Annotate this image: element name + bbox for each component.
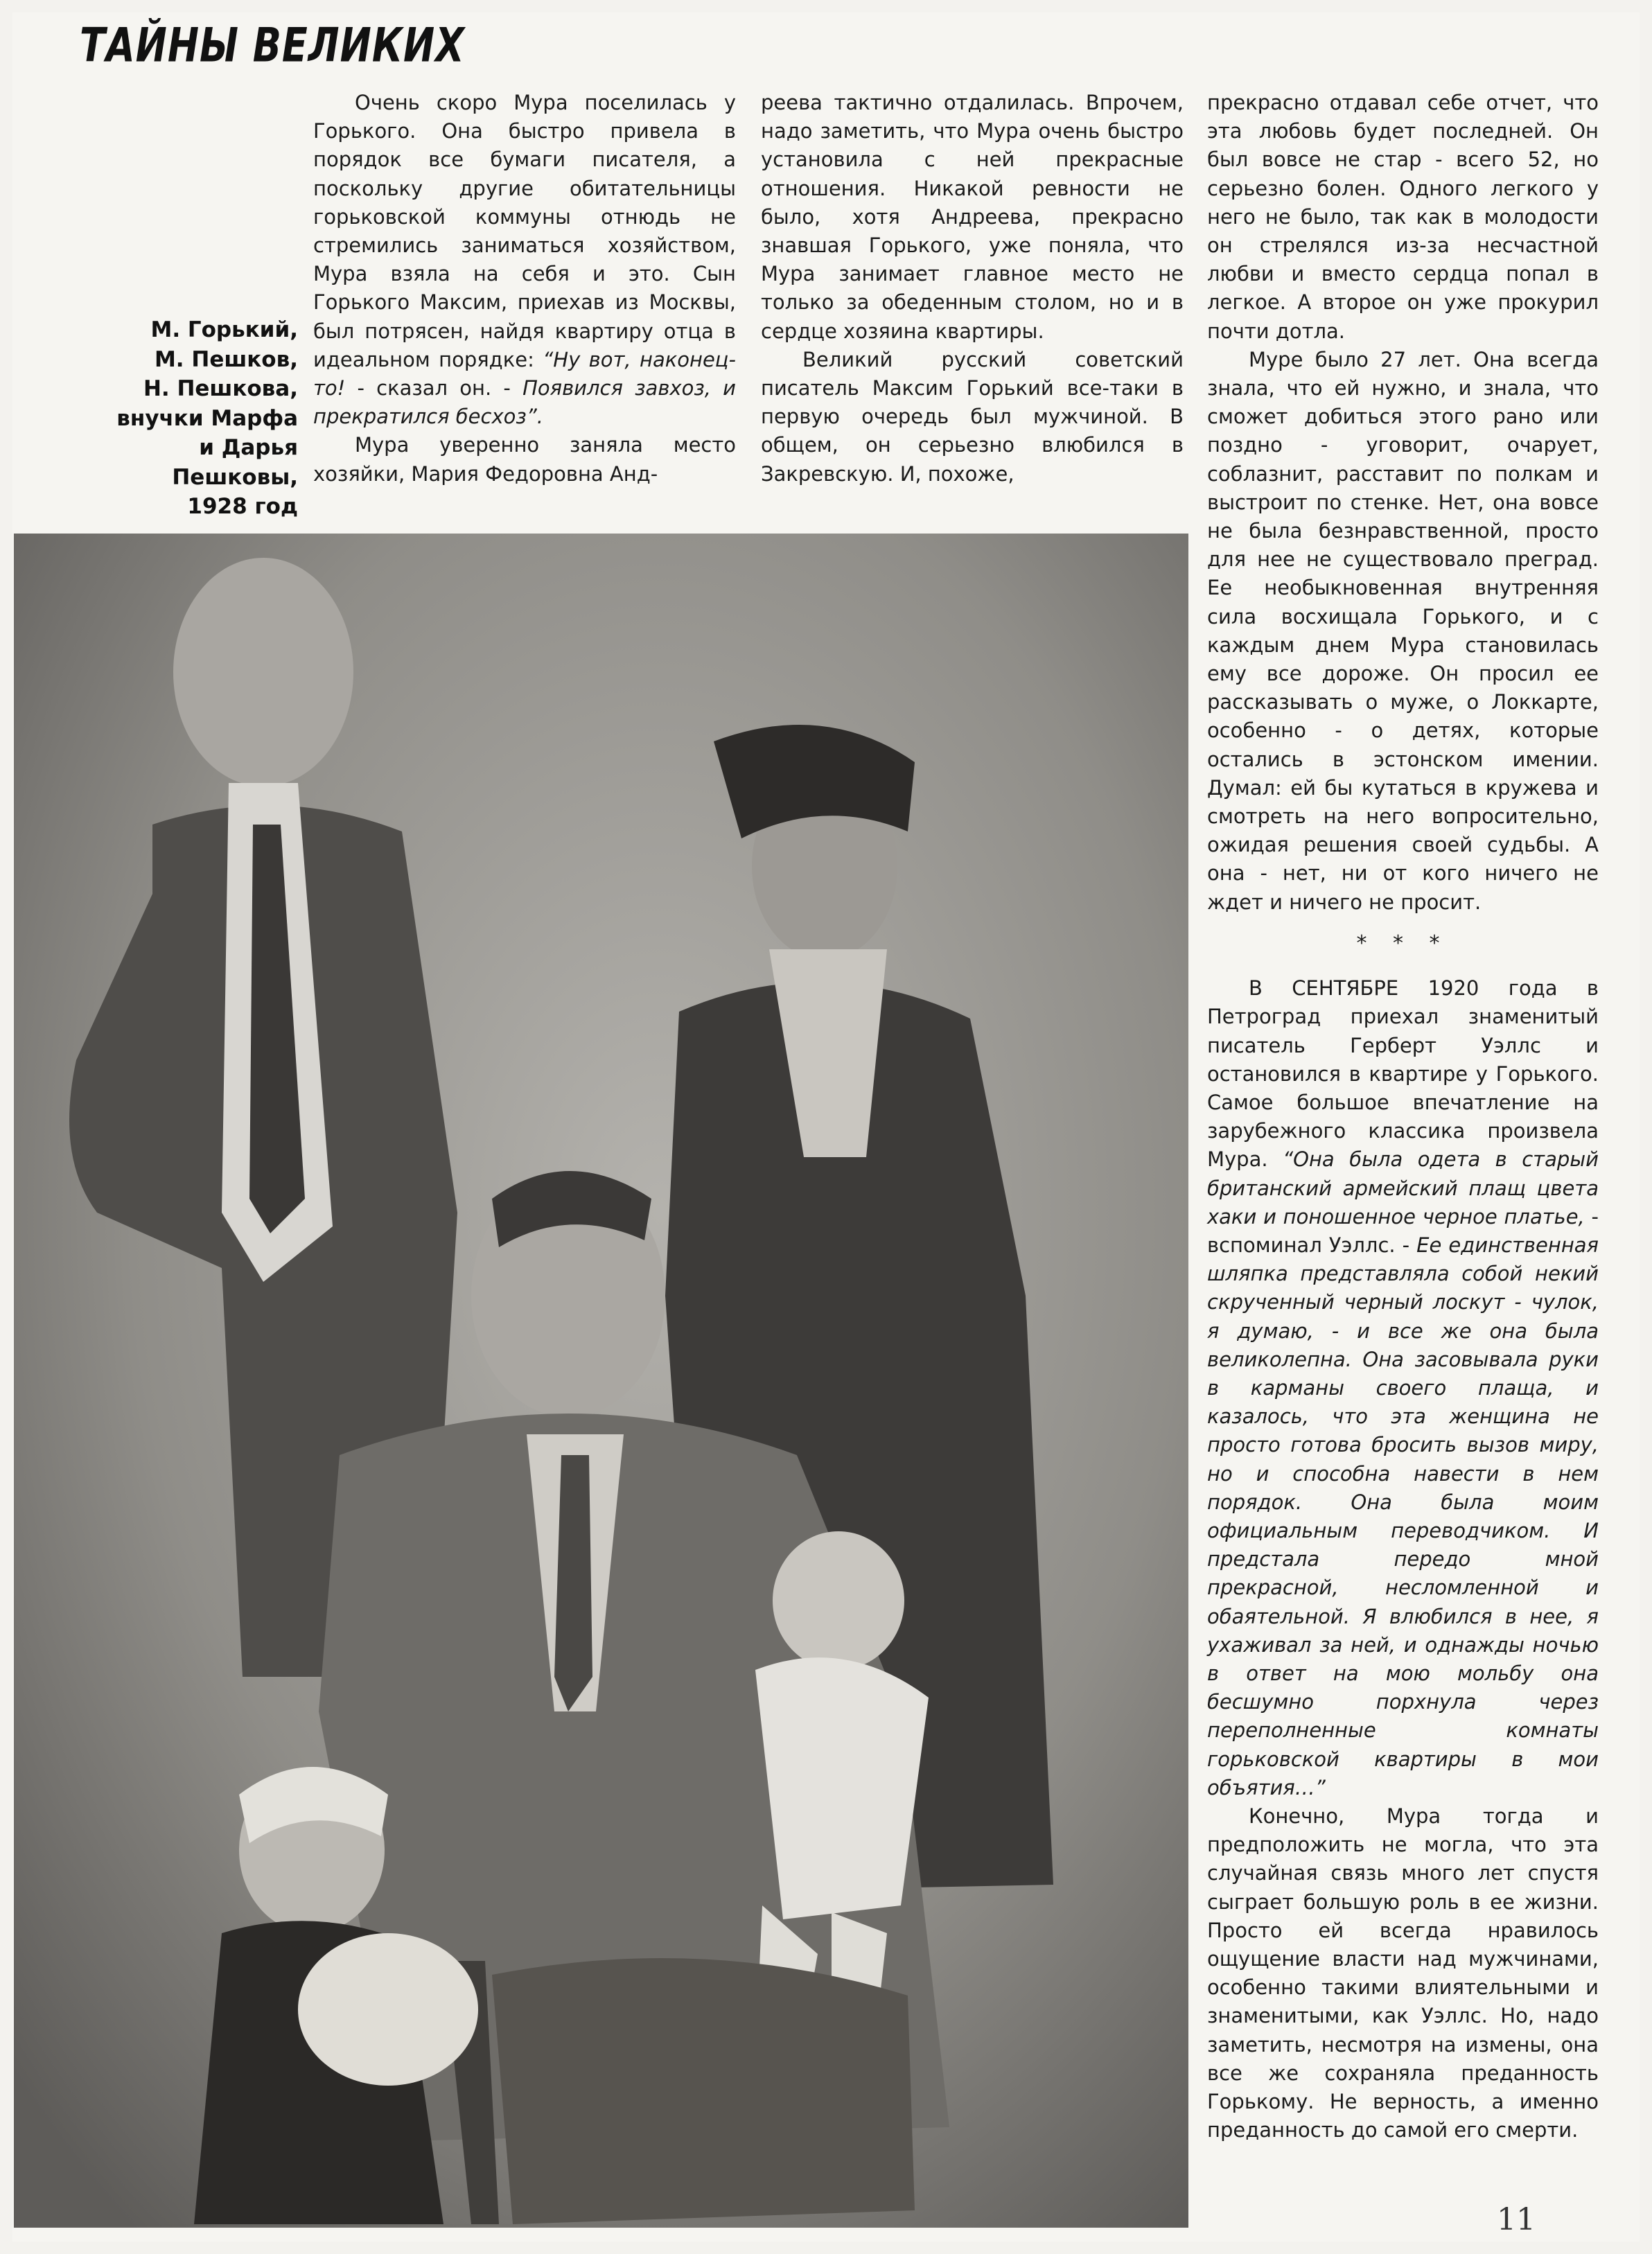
caption-line: внучки Марфа (116, 405, 298, 431)
paragraph: Великий русский советский писатель Максим Горький все-таки в первую очередь был мужчиной. В общем, он серьезно влюбился в Закревскую. И, похоже, (761, 347, 1184, 486)
quote-text: “Ну вот, наконец-то! (313, 347, 737, 400)
section-title: ТАЙНЫ ВЕЛИКИХ (80, 18, 465, 73)
page-mark: 11 (1497, 2202, 1536, 2237)
article-column-2 (761, 89, 1184, 488)
article-column-1 (313, 89, 736, 488)
caption-line: 1928 год (187, 494, 298, 519)
paragraph: прекрасно отдавал себе отчет, что эта любовь будет последней. Он был вовсе не стар - всего 52, но серьезно болен. Одного легкого у него не было, так как в молодости он стрелялся из-за несчастной любви и вместо сердца попал в легкое. А второе он уже прокурил почти дотла. (1207, 91, 1599, 343)
text-run: Очень скоро Мура поселилась у Горького. Она быстро привела в порядок все бумаги писателя, а поскольку другие обитательницы горьковской коммуны отнюдь не стремились заниматься хозяйством, Мура взяла на себя и это. Сын Горького Максим, приехав из Москвы, был потрясен, найдя квартиру отца в идеальном порядке: (313, 91, 736, 371)
paragraph: Конечно, Мура тогда и предположить не могла, что эта случайная связь много лет спустя сыграет большую роль в ее жизни. Просто ей всегда нравилось ощущение власти над мужчинами, особенно такими влиятельными и знаменитыми, как Уэллс. Но, надо заметить, несмотря на измены, она все же сохраняла преданность Горькому. Не верность, а именно преданность до самой его смерти. (1207, 1804, 1599, 2142)
caption-line: М. Пешков, (154, 346, 298, 372)
caption-line: и Дарья (199, 435, 298, 460)
family-photo-illustration (14, 534, 1188, 2228)
photo-caption (62, 315, 298, 522)
text-run: - сказал он. - (345, 376, 523, 400)
section-divider-stars: * * * (1356, 931, 1450, 956)
paragraph: Мура уверенно заняла место хозяйки, Мария Федоровна Анд- (313, 433, 736, 486)
article-column-3 (1207, 89, 1599, 2145)
caption-line: Н. Пешкова, (143, 376, 298, 401)
paragraph (1207, 974, 1599, 1802)
paragraph: реева тактично отдалилась. Впрочем, надо заметить, что Мура очень быстро установила с ней прекрасные отношения. Никакой ревности не было, хотя Андреева, прекрасно знавшая Горького, уже поняла, что Мура занимает главное место не только за обеденным столом, но и в сердце хозяина квартиры. (761, 91, 1184, 343)
quote-text: Ее единственная шляпка представляла собой некий скрученный черный лоскут - чулок, я думаю, - и все же она была великолепна. Она засовывала руки в карманы своего плаща, и казалось, что эта женщина не просто готова бросить вызов миру, но и способна навести в нем порядок. Она была моим официальным переводчиком. И предстала передо мной прекрасной, несломленной и обаятельной. Я влюбился в нее, я ухаживал за ней, и однажды ночью в ответ на мою мольбу она бесшумно порхнула через переполненные комнаты горьковской квартиры в мои объятия…” (1207, 1233, 1599, 1799)
caption-line: Пешковы, (172, 464, 298, 490)
text-run: В СЕНТЯБРЕ 1920 года в Петроград приехал знаменитый писатель Герберт Уэллс и остановился в квартире у Горького. Самое большое впечатление на зарубежного классика произвела Мура. (1207, 976, 1599, 1172)
caption-line: М. Горький, (150, 317, 298, 342)
quote-text: Появился завхоз, и прекратился бесхоз”. (313, 376, 737, 429)
paragraph: Муре было 27 лет. Она всегда знала, что ей нужно, и знала, что сможет добиться этого рано или поздно - уговорит, очарует, соблазнит, расставит по полкам и выстроит по стенке. Нет, она вовсе не была безнравственной, просто для нее не существовало преград. Ее необыкновенная внутренняя сила восхищала Горького, и с каждым днем Мура становилась ему все дороже. Он просил ее рассказывать о муже, о Локкарте, особенно - о детях, которые остались в эстонском имении. Думал: ей бы кутаться в кружева и смотреть на него вопросительно, ожидая решения своей судьбы. А она - нет, ни от кого ничего не ждет и ничего не просит. (1207, 347, 1599, 914)
family-photo (14, 534, 1188, 2228)
text-run: - вспоминал Уэллс. - (1207, 1204, 1599, 1257)
paragraph (313, 89, 736, 431)
quote-text: “Она была одета в старый британский армейский плащ цвета хаки и поношенное черное платье, (1207, 1147, 1599, 1229)
